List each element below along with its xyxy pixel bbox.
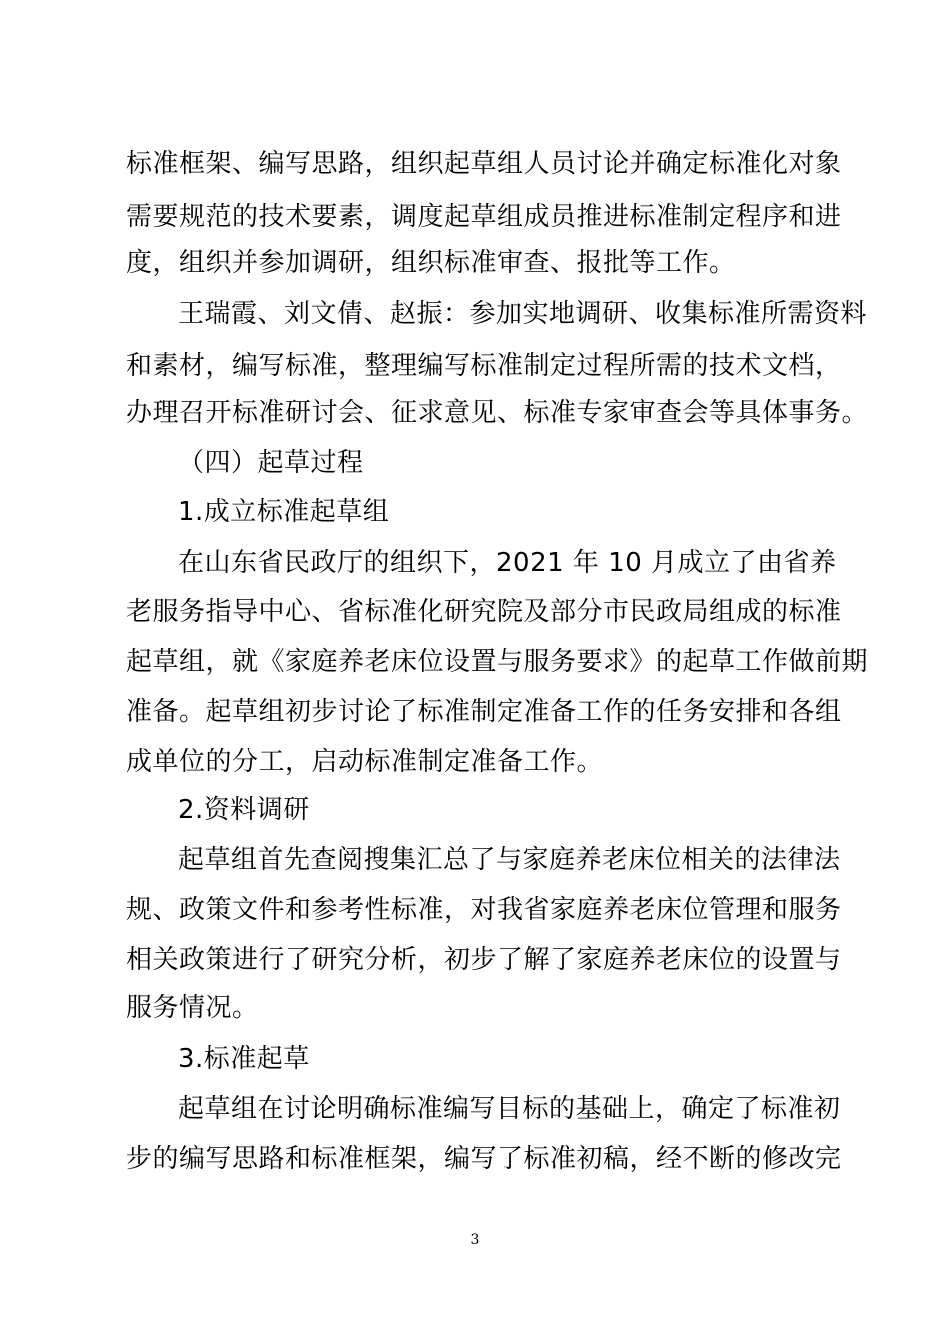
paragraph-line: 老服务指导中心、省标准化研究院及部分市民政局组成的标准 (126, 597, 842, 627)
paragraph-line: 起草组，就《家庭养老床位设置与服务要求》的起草工作做前期 (126, 647, 869, 677)
paragraph-line: 成单位的分工，启动标准制定准备工作。 (126, 747, 604, 777)
subsection-heading: 1.成立标准起草组 (178, 497, 390, 527)
subsection-heading: 2.资料调研 (178, 795, 310, 825)
paragraph-line: 规、政策文件和参考性标准，对我省家庭养老床位管理和服务 (126, 895, 842, 925)
section-heading: （四）起草过程 (178, 448, 364, 478)
paragraph-line: 度，组织并参加调研，组织标准审查、报批等工作。 (126, 248, 736, 278)
paragraph-line: 需要规范的技术要素，调度起草组成员推进标准制定程序和进 (126, 202, 842, 232)
subsection-heading: 3.标准起草 (178, 1044, 310, 1074)
paragraph-line: 王瑞霞、刘文倩、赵振：参加实地调研、收集标准所需资料 (178, 299, 868, 329)
paragraph-line: 办理召开标准研讨会、征求意见、标准专家审查会等具体事务。 (126, 398, 869, 428)
paragraph-line: 步的编写思路和标准框架，编写了标准初稿，经不断的修改完 (126, 1144, 842, 1174)
paragraph-line: 准备。起草组初步讨论了标准制定准备工作的任务安排和各组 (126, 697, 842, 727)
paragraph-line: 标准框架、编写思路，组织起草组人员讨论并确定标准化对象 (126, 149, 842, 179)
paragraph-line: 起草组首先查阅搜集汇总了与家庭养老床位相关的法律法 (178, 845, 841, 875)
paragraph-line: 相关政策进行了研究分析，初步了解了家庭养老床位的设置与 (126, 945, 842, 975)
paragraph-line: 起草组在讨论明确标准编写目标的基础上，确定了标准初 (178, 1094, 841, 1124)
page-number: 3 (470, 1232, 480, 1248)
paragraph-line: 在山东省民政厅的组织下，2021 年 10 月成立了由省养 (178, 548, 837, 578)
paragraph-line: 服务情况。 (126, 993, 259, 1023)
paragraph-line: 和素材，编写标准，整理编写标准制定过程所需的技术文档， (126, 351, 842, 381)
